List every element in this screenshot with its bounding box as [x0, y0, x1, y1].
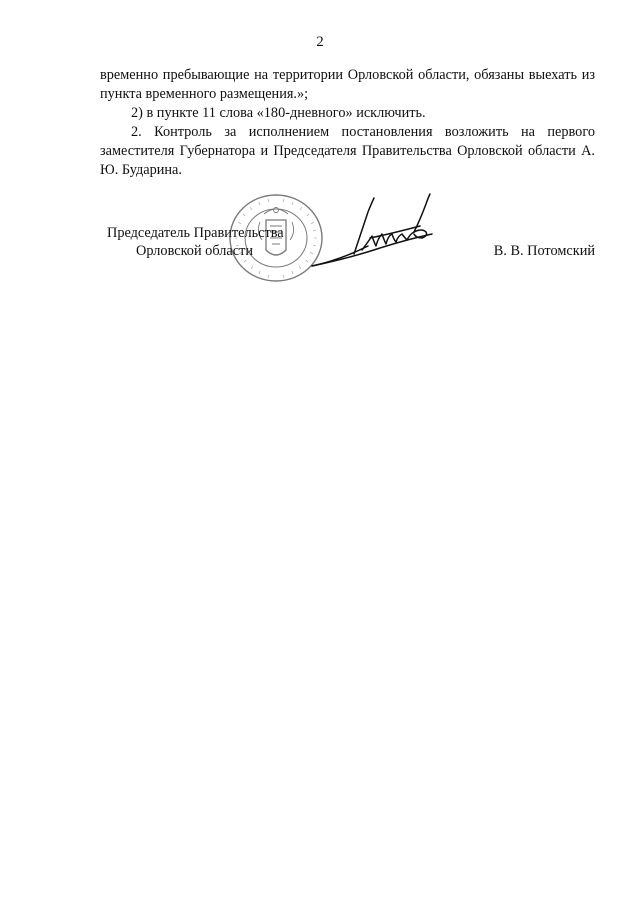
page-number: 2	[316, 34, 324, 50]
signatory-title-line1: Председатель Правительства	[107, 225, 284, 241]
paragraph-item-2: 2) в пункте 11 слова «180-дневного» исключить.	[131, 105, 426, 121]
signature-block	[0, 190, 640, 300]
document-body	[100, 66, 595, 180]
paragraph-control: 2. Контроль за исполнением постановления возложить на первого заместителя Губернатора и Председателя Правительства Орловской области А. Ю. Бударина.	[100, 124, 595, 178]
paragraph-continuation: временно пребывающие на территории Орловской области, обязаны выехать из пункта временного размещения.»;	[100, 67, 595, 102]
handwritten-signature	[310, 190, 440, 272]
signatory-title-line2: Орловской области	[136, 243, 253, 259]
signatory-name: В. В. Потомский	[493, 243, 595, 259]
